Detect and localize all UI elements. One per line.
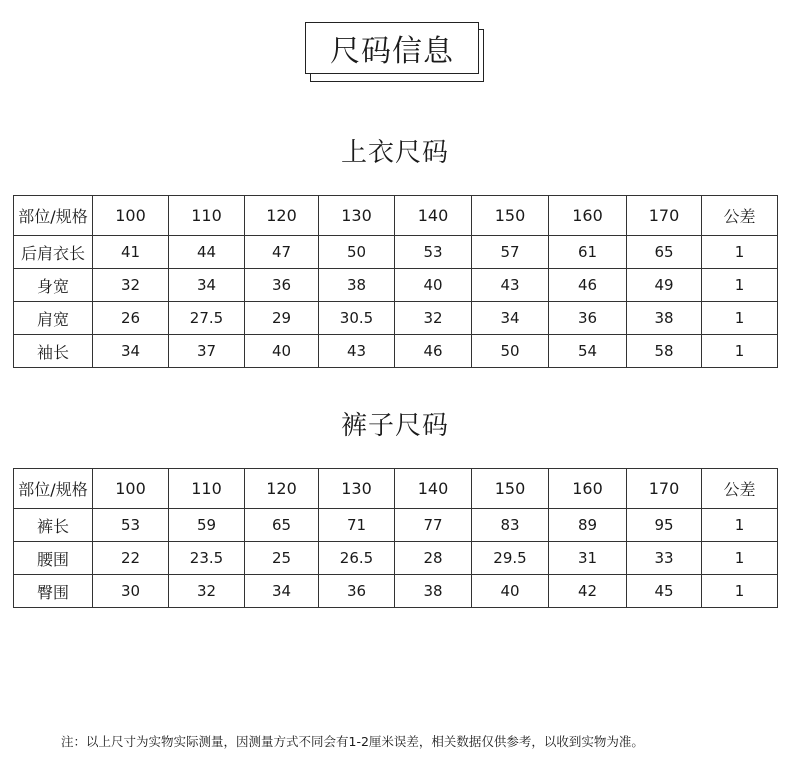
table-row bbox=[14, 269, 778, 302]
table-cell: 46 bbox=[395, 335, 472, 368]
table-cell: 83 bbox=[472, 509, 549, 542]
table-cell: 45 bbox=[627, 575, 702, 608]
table-cell: 95 bbox=[627, 509, 702, 542]
table-cell: 89 bbox=[549, 509, 627, 542]
table-cell: 38 bbox=[627, 302, 702, 335]
top-size-title: 上衣尺码 bbox=[340, 138, 449, 168]
size-note: 注：以上尺寸为实物实际测量，因测量方式不同会有1-2厘米误差，相关数据仅供参考，以收到实物为准。 bbox=[61, 734, 644, 749]
table-cell: 50 bbox=[472, 335, 549, 368]
header-cell: 110 bbox=[169, 469, 245, 509]
table-cell: 27.5 bbox=[169, 302, 245, 335]
table-cell: 77 bbox=[395, 509, 472, 542]
row-label-cell: 腰围 bbox=[14, 542, 93, 575]
pants-size-table bbox=[13, 468, 778, 608]
table-cell: 1 bbox=[702, 575, 778, 608]
header-cell-spec: 部位/规格 bbox=[14, 196, 93, 236]
header-cell: 130 bbox=[319, 196, 395, 236]
table-cell: 47 bbox=[245, 236, 319, 269]
table-cell: 33 bbox=[627, 542, 702, 575]
table-cell: 22 bbox=[93, 542, 169, 575]
header-cell: 150 bbox=[472, 196, 549, 236]
row-label-cell: 袖长 bbox=[14, 335, 93, 368]
table-row bbox=[14, 575, 778, 608]
table-cell: 43 bbox=[319, 335, 395, 368]
table-cell: 46 bbox=[549, 269, 627, 302]
header-cell: 150 bbox=[472, 469, 549, 509]
table-cell: 37 bbox=[169, 335, 245, 368]
table-cell: 34 bbox=[93, 335, 169, 368]
table-cell: 34 bbox=[169, 269, 245, 302]
table-row bbox=[14, 542, 778, 575]
header-cell: 160 bbox=[549, 196, 627, 236]
table-row bbox=[14, 335, 778, 368]
table-cell: 29.5 bbox=[472, 542, 549, 575]
table-cell: 50 bbox=[319, 236, 395, 269]
table-cell: 34 bbox=[472, 302, 549, 335]
table-cell: 23.5 bbox=[169, 542, 245, 575]
table-cell: 49 bbox=[627, 269, 702, 302]
table-row bbox=[14, 509, 778, 542]
table-cell: 29 bbox=[245, 302, 319, 335]
table-cell: 53 bbox=[395, 236, 472, 269]
top-size-table bbox=[13, 195, 778, 368]
table-cell: 42 bbox=[549, 575, 627, 608]
table-cell: 1 bbox=[702, 269, 778, 302]
header-cell: 140 bbox=[395, 196, 472, 236]
table-cell: 32 bbox=[395, 302, 472, 335]
table-cell: 38 bbox=[319, 269, 395, 302]
row-label-cell: 后肩衣长 bbox=[14, 236, 93, 269]
table-cell: 1 bbox=[702, 509, 778, 542]
header-cell: 100 bbox=[93, 469, 169, 509]
header-cell-spec: 部位/规格 bbox=[14, 469, 93, 509]
table-cell: 26 bbox=[93, 302, 169, 335]
table-cell: 1 bbox=[702, 302, 778, 335]
header-cell: 170 bbox=[627, 196, 702, 236]
table-cell: 53 bbox=[93, 509, 169, 542]
table-cell: 40 bbox=[395, 269, 472, 302]
table-cell: 30.5 bbox=[319, 302, 395, 335]
table-cell: 58 bbox=[627, 335, 702, 368]
row-label-cell: 身宽 bbox=[14, 269, 93, 302]
table-cell: 36 bbox=[549, 302, 627, 335]
table-cell: 43 bbox=[472, 269, 549, 302]
header-cell: 100 bbox=[93, 196, 169, 236]
header-cell: 公差 bbox=[702, 196, 778, 236]
header-row bbox=[14, 469, 778, 509]
header-cell: 160 bbox=[549, 469, 627, 509]
table-row bbox=[14, 302, 778, 335]
table-cell: 71 bbox=[319, 509, 395, 542]
table-cell: 28 bbox=[395, 542, 472, 575]
table-cell: 57 bbox=[472, 236, 549, 269]
table-cell: 32 bbox=[93, 269, 169, 302]
row-label-cell: 裤长 bbox=[14, 509, 93, 542]
pants-size-title: 裤子尺码 bbox=[340, 411, 449, 441]
page-title: 尺码信息 bbox=[305, 22, 479, 74]
header-cell: 110 bbox=[169, 196, 245, 236]
table-row bbox=[14, 236, 778, 269]
table-cell: 34 bbox=[245, 575, 319, 608]
row-label-cell: 臀围 bbox=[14, 575, 93, 608]
table-cell: 40 bbox=[245, 335, 319, 368]
table-cell: 38 bbox=[395, 575, 472, 608]
header-cell: 120 bbox=[245, 469, 319, 509]
table-cell: 41 bbox=[93, 236, 169, 269]
table-cell: 40 bbox=[472, 575, 549, 608]
table-cell: 1 bbox=[702, 236, 778, 269]
table-cell: 65 bbox=[245, 509, 319, 542]
table-cell: 44 bbox=[169, 236, 245, 269]
table-cell: 36 bbox=[245, 269, 319, 302]
row-label-cell: 肩宽 bbox=[14, 302, 93, 335]
header-cell: 140 bbox=[395, 469, 472, 509]
header-row bbox=[14, 196, 778, 236]
page-title-frame bbox=[305, 22, 483, 80]
table-cell: 1 bbox=[702, 335, 778, 368]
table-cell: 32 bbox=[169, 575, 245, 608]
header-cell: 公差 bbox=[702, 469, 778, 509]
header-cell: 170 bbox=[627, 469, 702, 509]
table-cell: 30 bbox=[93, 575, 169, 608]
header-cell: 130 bbox=[319, 469, 395, 509]
header-cell: 120 bbox=[245, 196, 319, 236]
table-cell: 31 bbox=[549, 542, 627, 575]
table-cell: 36 bbox=[319, 575, 395, 608]
table-cell: 1 bbox=[702, 542, 778, 575]
table-cell: 65 bbox=[627, 236, 702, 269]
table-cell: 54 bbox=[549, 335, 627, 368]
table-cell: 26.5 bbox=[319, 542, 395, 575]
table-cell: 59 bbox=[169, 509, 245, 542]
table-cell: 25 bbox=[245, 542, 319, 575]
table-cell: 61 bbox=[549, 236, 627, 269]
